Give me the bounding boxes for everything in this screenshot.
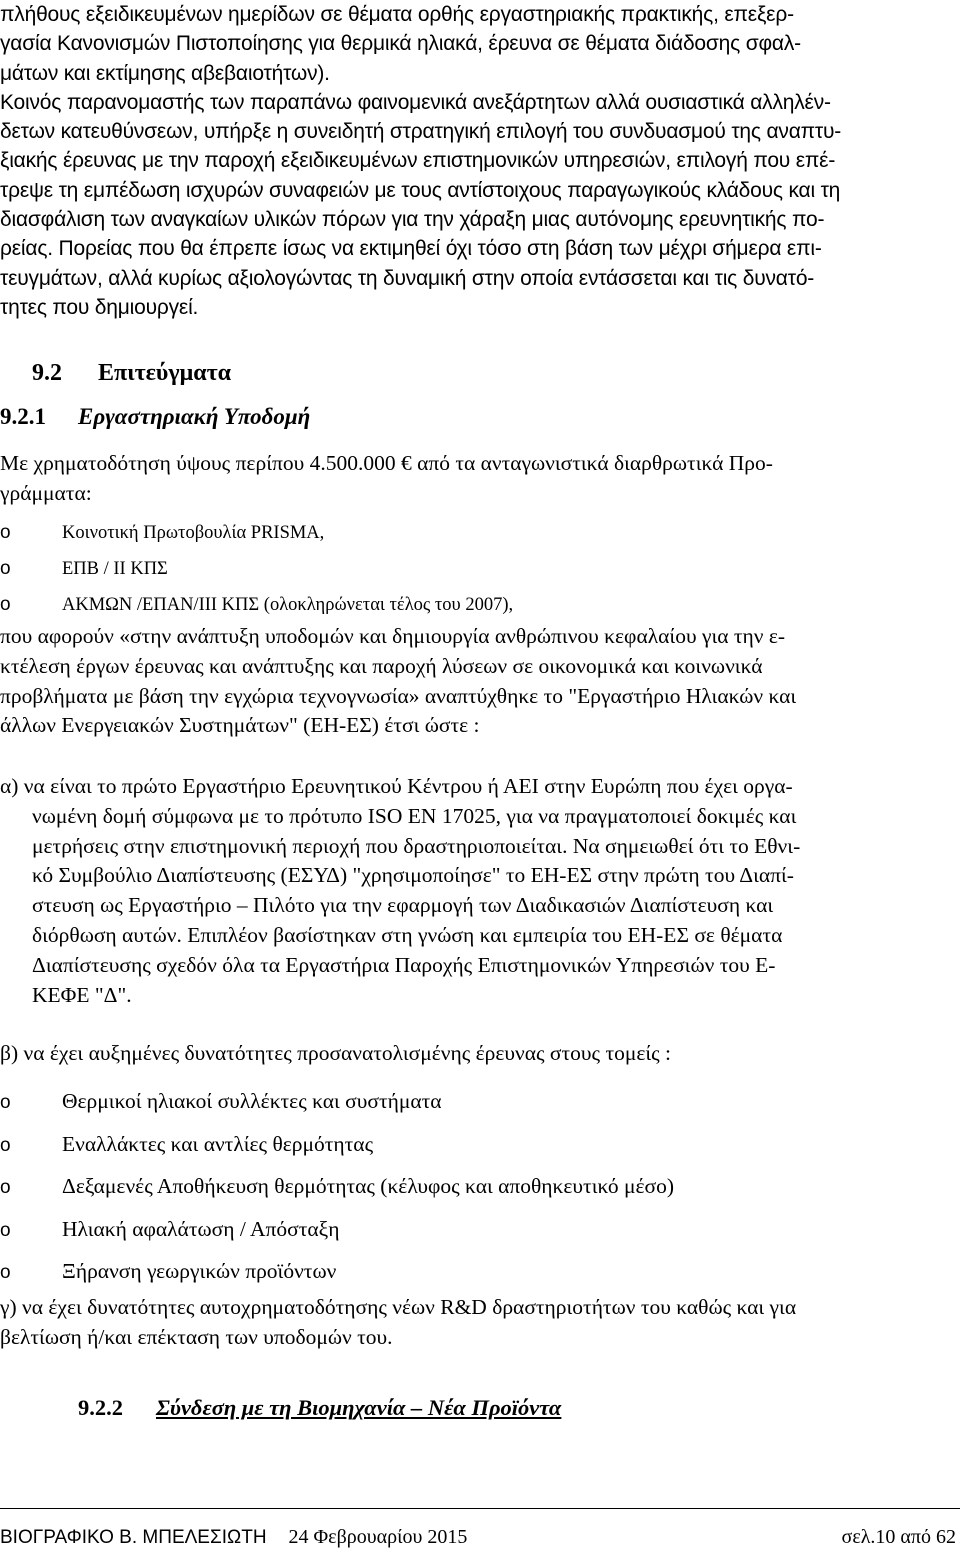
list-item-text: Κοινοτική Πρωτοβουλία PRISMA, (62, 523, 325, 543)
sectors-list (0, 1080, 674, 1293)
list-item (0, 1123, 674, 1166)
text-line: που αφορούν «στην ανάπτυξη υποδομών και δημιουργία ανθρώπινου κεφαλαίου για την ε- (0, 624, 786, 648)
section-heading (32, 360, 231, 387)
text-line: ρείας. Πορείας που θα έπρεπε ίσως να εκτιμηθεί όχι τόσο στη βάση των μέχρι σήμερα επι- (0, 237, 822, 261)
text-line: ξιακής έρευνας με την παροχή εξειδικευμένων επιστημονικών υπηρεσιών, επιλογή που επέ- (0, 149, 836, 173)
text-line: βελτίωση ή/και επέκταση των υποδομών του. (0, 1324, 393, 1349)
subsection-title: Σύνδεση με τη Βιομηχανία – Νέα Προϊόντα (156, 1395, 562, 1420)
subsection-title: Εργαστηριακή Υποδομή (78, 404, 311, 429)
text-line: β) να έχει αυξημένες δυνατότητες προσανατολισμένης έρευνας στους τομείς : (0, 1041, 672, 1065)
footer-left (0, 1523, 467, 1552)
footer-author: ΒΙΟΓΡΑΦΙΚΟ Β. ΜΠΕΛΕΣΙΩΤΗ (0, 1527, 267, 1548)
text-line: διασφάλιση των αναγκαίων υλικών πόρων για την χάραξη μιας αυτόνομης ερευνητικής πο- (0, 208, 825, 232)
page-number: σελ.10 από 62 (841, 1526, 956, 1548)
text-line: νωμένη δομή σύμφωνα με το πρότυπο ISO EN 17025, για να πραγματοποιεί δοκιμές και (32, 803, 797, 828)
list-item-text: Δεξαμενές Αποθήκευση θερμότητας (κέλυφος και αποθηκευτικό μέσο) (62, 1174, 675, 1198)
funding-paragraph (0, 448, 958, 508)
subsection-heading (0, 404, 310, 430)
section-number: 9.2 (32, 360, 62, 386)
item-a-paragraph (0, 772, 958, 1010)
item-c-paragraph (0, 1293, 958, 1353)
list-item (0, 1080, 674, 1123)
text-line: Διαπίστευσης σχεδόν όλα τα Εργαστήρια Παροχής Επιστημονικών Υπηρεσιών του Ε- (32, 952, 776, 977)
list-item (0, 515, 513, 551)
intro-paragraph (0, 0, 958, 322)
text-line: γασία Κανονισμών Πιστοποίησης για θερμικά ηλιακά, έρευνα σε θέματα διάδοσης σφαλ- (0, 32, 801, 56)
text-line: μάτων και εκτίμησης αβεβαιοτήτων). (0, 61, 330, 85)
subsection-number: 9.2.1 (0, 404, 46, 429)
text-line: α) να είναι το πρώτο Εργαστήριο Ερευνητικού Κέντρου ή ΑΕΙ στην Ευρώπη που έχει οργα- (0, 774, 793, 798)
list-item-text: Εναλλάκτες και αντλίες θερμότητας (62, 1131, 374, 1156)
bullet-icon: o (0, 522, 11, 543)
bullet-icon: o (0, 1177, 11, 1198)
bullet-icon: o (0, 1262, 11, 1283)
text-line: διόρθωση αυτών. Επιπλέον βασίστηκαν στη γνώση και εμπειρία του ΕΗ-ΕΣ σε θέματα (32, 922, 783, 947)
list-item (0, 587, 513, 623)
text-line: τητες που δημιουργεί. (0, 295, 199, 319)
footer-date: 24 Φεβρουαρίου 2015 (288, 1526, 468, 1548)
bullet-icon: o (0, 1092, 11, 1113)
subsection-heading (78, 1395, 561, 1421)
text-line: γράμματα: (0, 481, 92, 505)
list-item-text: Θερμικοί ηλιακοί συλλέκτες και συστήματα (62, 1089, 442, 1113)
list-item-text: ΑΚΜΩΝ /ΕΠΑΝ/ΙΙΙ ΚΠΣ (ολοκληρώνεται τέλος του 2007), (62, 595, 514, 615)
lab-paragraph (0, 622, 958, 741)
text-line: μετρήσεις στην επιστημονική περιοχή που δραστηριοποιείται. Να σημειωθεί ότι το Εθνι- (32, 833, 801, 858)
section-title: Επιτεύγματα (98, 360, 232, 386)
text-line: Κοινός παρανομαστής των παραπάνω φαινομενικά ανεξάρτητων αλλά ουσιαστικά αλληλέν- (0, 90, 831, 114)
text-line: κτέλεση έργων έρευνας και ανάπτυξης και παροχή λύσεων σε οικονομικά και κοινωνικά (0, 653, 763, 678)
text-line: Με χρηματοδότηση ύψους περίπου 4.500.000 € από τα ανταγωνιστικά διαρθρωτικά Προ- (0, 451, 773, 475)
footer-divider (0, 1508, 960, 1509)
programs-list (0, 515, 513, 623)
text-line: δετων κατευθύνσεων, υπήρξε η συνειδητή στρατηγική επιλογή του συνδυασμού της αναπτυ- (0, 120, 842, 144)
text-line: τρεψε τη εμπέδωση ισχυρών συναφειών με τους αντίστοιχους παραγωγικούς κλάδους και τη (0, 178, 841, 202)
bullet-icon: o (0, 558, 11, 579)
text-line: κό Συμβούλιο Διαπίστευσης (ΕΣΥΔ) "χρησιμοποίησε" το ΕΗ-ΕΣ στην πρώτη του Διαπί- (32, 863, 794, 888)
bullet-icon: o (0, 1219, 11, 1241)
text-line: στευση ως Εργαστήριο – Πιλότο για την εφαρμογή των Διαδικασιών Διαπίστευση και (32, 893, 774, 918)
text-line: άλλων Ενεργειακών Συστημάτων" (ΕΗ-ΕΣ) έτσι ώστε : (0, 713, 480, 738)
list-item-text: Ηλιακή αφαλάτωση / Απόσταξη (62, 1216, 340, 1241)
text-line: προβλήματα με βάση την εγχώρια τεχνογνωσία» αναπτύχθηκε το "Εργαστήριο Ηλιακών και (0, 683, 797, 708)
list-item (0, 1208, 674, 1251)
subsection-number: 9.2.2 (78, 1395, 123, 1420)
bullet-icon: o (0, 1134, 11, 1156)
list-item (0, 551, 513, 587)
list-item (0, 1250, 674, 1293)
list-item-text: ΕΠΒ / ΙΙ ΚΠΣ (62, 559, 168, 579)
text-line: γ) να έχει δυνατότητες αυτοχρηματοδότησης νέων R&D δραστηριοτήτων του καθώς και για (0, 1295, 797, 1319)
text-line: ΚΕΦΕ "Δ". (32, 982, 132, 1007)
list-item (0, 1165, 674, 1208)
text-line: πλήθους εξειδικευμένων ημερίδων σε θέματα ορθής εργαστηριακής πρακτικής, επεξερ- (0, 3, 794, 26)
text-line: τευγμάτων, αλλά κυρίως αξιολογώντας τη δυναμική στην οποία εντάσσεται και τις δυνατό- (0, 266, 815, 290)
item-b-paragraph (0, 1039, 958, 1069)
list-item-text: Ξήρανση γεωργικών προϊόντων (62, 1259, 337, 1283)
bullet-icon: o (0, 594, 11, 615)
